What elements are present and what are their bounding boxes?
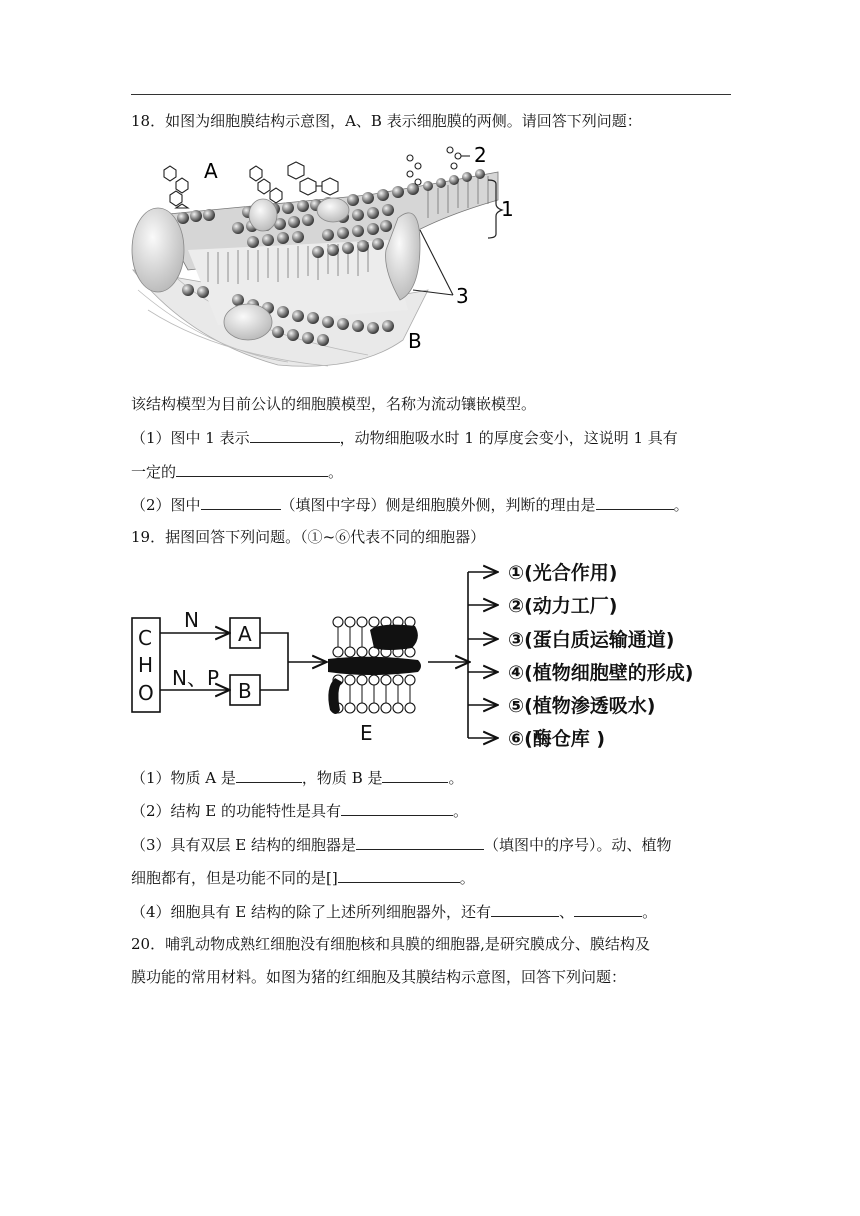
organelle-flow-figure <box>130 560 730 750</box>
element-h: H <box>138 653 154 677</box>
q18-p1-blank-1[interactable] <box>250 427 340 443</box>
q18-p1-blank-2[interactable] <box>176 461 328 477</box>
q18-p2-blank-2[interactable] <box>596 494 674 510</box>
q19-part3-line1 <box>131 834 672 855</box>
q19-p3-text-c: 细胞都有，但是功能不同的是[] <box>131 869 338 887</box>
box-b-label: B <box>238 679 252 703</box>
q19-p4-text-c: 。 <box>642 903 658 921</box>
q18-stem: 18．如图为细胞膜结构示意图，A、B 表示细胞膜的两侧。请回答下列问题： <box>131 112 642 130</box>
q19-p4-blank-2[interactable] <box>574 901 642 917</box>
organelle-2: ②(动力工厂) <box>508 595 618 617</box>
q19-p4-text-b: 、 <box>559 903 575 921</box>
q19-part3-line2 <box>131 867 475 888</box>
q18-p2-text-c: 。 <box>673 496 689 514</box>
side-b-label: B <box>408 329 422 353</box>
organelle-5: ⑤(植物渗透吸水) <box>508 695 656 717</box>
organelle-4: ④(植物细胞壁的形成) <box>508 662 694 684</box>
organelle-6: ⑥(酶仓库 ) <box>508 728 606 750</box>
q19-p1-text-b: ，物质 B 是 <box>301 769 383 787</box>
organelle-3: ③(蛋白质运输通道) <box>508 629 675 651</box>
q18-part1-line2 <box>131 461 343 482</box>
q18-part1-line1 <box>131 427 678 448</box>
q18-p2-text-a: （2）图中 <box>131 496 201 514</box>
q19-p1-blank-1[interactable] <box>236 767 302 783</box>
q18-p1-text-c: 一定的 <box>131 463 177 481</box>
q19-p1-blank-2[interactable] <box>382 767 448 783</box>
organelle-1: ①(光合作用) <box>508 562 618 584</box>
q19-stem: 19．据图回答下列问题。（①~⑥代表不同的细胞器） <box>131 528 486 546</box>
q18-model-note: 该结构模型为目前公认的细胞膜模型，名称为流动镶嵌模型。 <box>131 395 537 413</box>
q19-p2-text-a: （2）结构 E 的功能特性是具有 <box>131 802 342 820</box>
element-c: C <box>138 626 152 650</box>
arrow-n-label: N <box>184 608 199 632</box>
label-1: 1 <box>501 197 514 221</box>
box-a-label: A <box>238 622 252 646</box>
q19-p1-text-c: 。 <box>448 769 464 787</box>
arrow-np-label: N、P <box>172 666 220 690</box>
q19-part2 <box>131 800 468 821</box>
q19-part1 <box>131 767 464 788</box>
q19-p3-text-a: （3）具有双层 E 结构的细胞器是 <box>131 836 357 854</box>
label-2: 2 <box>474 143 487 167</box>
q19-part4 <box>131 901 657 922</box>
q18-part2 <box>131 494 689 515</box>
q19-p3-text-b: （填图中的序号）。动、植物 <box>484 836 672 854</box>
q18-p2-text-b: （填图中字母）侧是细胞膜外侧，判断的理由是 <box>280 496 596 514</box>
cell-membrane-figure <box>128 140 514 372</box>
q19-p1-text-a: （1）物质 A 是 <box>131 769 236 787</box>
q20-line1: 20．哺乳动物成熟红细胞没有细胞核和具膜的细胞器,是研究膜成分、膜结构及 <box>131 935 650 953</box>
q18-p1-text-d: 。 <box>328 463 344 481</box>
q19-p4-blank-1[interactable] <box>491 901 559 917</box>
q18-p2-blank-1[interactable] <box>201 494 281 510</box>
element-o: O <box>138 681 154 705</box>
q19-p3-blank-1[interactable] <box>356 834 484 850</box>
label-3: 3 <box>456 284 469 308</box>
q19-p2-blank-1[interactable] <box>341 800 453 816</box>
structure-e-label: E <box>360 721 373 745</box>
q19-p3-blank-2[interactable] <box>338 867 460 883</box>
header-rule <box>131 94 731 95</box>
q18-p1-text-a: （1）图中 1 表示 <box>131 429 250 447</box>
membrane-body <box>132 147 502 366</box>
membrane-e-drawing <box>328 617 421 714</box>
q19-p3-text-d: 。 <box>459 869 475 887</box>
q18-p1-text-b: ，动物细胞吸水时 1 的厚度会变小，这说明 1 具有 <box>339 429 678 447</box>
q20-line2: 膜功能的常用材料。如图为猪的红细胞及其膜结构示意图，回答下列问题： <box>131 968 627 986</box>
q19-p4-text-a: （4）细胞具有 E 结构的除了上述所列细胞器外，还有 <box>131 903 492 921</box>
q19-p2-text-b: 。 <box>453 802 469 820</box>
side-a-label: A <box>204 159 218 183</box>
